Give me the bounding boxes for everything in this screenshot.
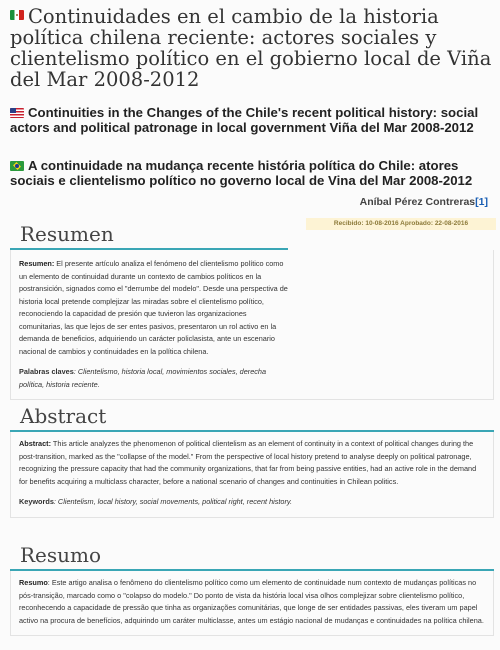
resumen-keywords-text: : Clientelismo, historia local, movimientos sociales, derecha política, historia reciente. bbox=[19, 367, 267, 389]
abstract-keywords-text: : Clientelism, local history, social movements, political right, recent history. bbox=[53, 497, 293, 506]
resumo-text: : Este artigo analisa o fenômeno do clientelismo político como um elemento de continuidade num contexto de mudanças políticas no pós-transição, marcado como o "colapso do modelo." Do ponto de vista da história local visa olhos complejizar sobre clientelismo político, reconhecendo a capacidade de pressão que tinha as organizações comunitárias, que longe de ser entidades passivas, eles tiveram um papel activo na procura de benefícios, adquirindo um caráter multiclasse, antes um estágio nacional de mudanças e continuidades na política chilena. bbox=[19, 578, 484, 625]
resumen-keywords-label: Palabras claves bbox=[19, 367, 74, 376]
author-name: Aníbal Pérez Contreras bbox=[359, 196, 476, 208]
english-title-text: Continuities in the Changes of the Chile's recent political history: social actors and political patronage in local government Viña del Mar 2008-2012 bbox=[10, 105, 479, 135]
abstract-paragraph bbox=[19, 438, 485, 488]
spanish-title-text: Continuidades en el cambio de la historia política chilena reciente: actores sociales y clientelismo político en el gobierno local de Viña del Mar 2008-2012 bbox=[10, 5, 492, 91]
resumen-text: El presente artículo analiza el fenómeno del clientelismo político como un elemento de continuidad durante un contexto de cambios políticos en la postransición, signados como el "derrumbe del modelo". Desde una perspectiva de historia local pretende complejizar las miradas sobre el clientelismo político, reconociendo la capacidad de presión que tuvieron las organizaciones comunitarias, las que lejos de ser entes pasivos, presentaron un rol activo en la demanda de beneficios, adquiriendo un carácter policlasista, ante un escenario nacional de cambios y continuidades en la política chilena. bbox=[19, 259, 288, 356]
resumen-keywords bbox=[19, 366, 289, 391]
portuguese-title bbox=[10, 158, 494, 188]
mexico-flag-icon bbox=[10, 10, 24, 20]
brazil-flag-icon bbox=[10, 161, 24, 171]
portuguese-title-text: A continuidade na mudança recente história política do Chile: atores sociais e clientelismo político no governo local de Vina del Mar 2008-2012 bbox=[10, 158, 473, 188]
resumo-label: Resumo bbox=[19, 578, 48, 587]
resumen-label: Resumen: bbox=[19, 259, 55, 268]
abstract-keywords bbox=[19, 496, 485, 509]
abstract-label: Abstract: bbox=[19, 439, 52, 448]
abstract-text: This article analyzes the phenomenon of political clientelism as an element of continuity in a context of political changes during the post-transition, marked as the "collapse of the model." From the perspective of local history pretend to analyse deeply on political patronage, recognizing the pressure capacity that had the community organizations, that far from being passive entities, had an active role in the demand for benefits acquiring a multiclass character, before a national scenario of changes and continuities in Chilean politics. bbox=[19, 439, 477, 486]
resumo-heading: Resumo bbox=[20, 543, 102, 567]
resumo-paragraph bbox=[19, 577, 485, 627]
english-title bbox=[10, 105, 494, 135]
abstract-section bbox=[10, 404, 494, 518]
resumen-section bbox=[10, 222, 298, 400]
resumo-box bbox=[10, 571, 494, 636]
resumen-box bbox=[10, 250, 494, 400]
resumen-heading: Resumen bbox=[20, 222, 114, 246]
resumo-section bbox=[10, 543, 494, 636]
resumen-paragraph bbox=[19, 258, 289, 358]
abstract-box bbox=[10, 432, 494, 518]
us-flag-icon bbox=[10, 108, 24, 118]
spanish-title bbox=[10, 6, 494, 90]
abstract-keywords-label: Keywords bbox=[19, 497, 54, 506]
dates-badge: Recibido: 10-08-2016 Aprobado: 22-08-2016 bbox=[306, 218, 496, 230]
author-line bbox=[360, 196, 488, 208]
abstract-heading: Abstract bbox=[20, 404, 107, 428]
author-footnote-link[interactable]: [1] bbox=[475, 196, 488, 208]
